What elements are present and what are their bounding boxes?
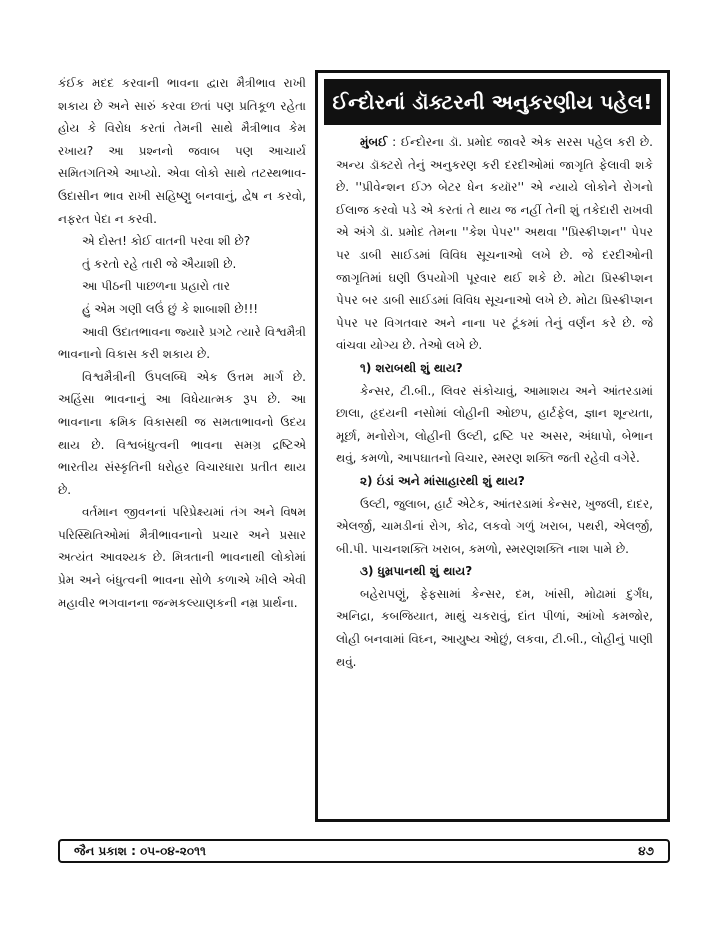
publication-date: જૈન પ્રકાશ : ૦૫-૦૪-૨૦૧૧ xyxy=(74,843,206,858)
article-headline: ઈન્દોરનાં ડૉક્ટરની અનુકરણીય પહેલ! xyxy=(324,79,661,125)
left-paragraph: આવી ઉદાતભાવના જ્યારે પ્રગટે ત્યારે વિશ્વમૈત્રી ભાવનાનો વિકાસ કરી શકાય છે. xyxy=(58,324,306,362)
verse-line: તું કરતો રહે તારી જે ઐયાશી છે. xyxy=(82,256,237,271)
left-paragraph: વર્તમાન જીવનનાં પરિપ્રેક્ષ્યમાં તંગ અને વિષમ પરિસ્થિતિઓમાં મૈત્રીભાવનાનો પ્રચાર અને પ્રસાર અત્યંત આવશ્યક છે. મિત્રતાની ભાવનાથી લોકોમાં પ્રેમ અને બંધુત્વની ભાવના સોળે કળાએ ખીલે એવી મહાવીર ભગવાનના જન્મકલ્યાણકની નમ્ર પ્રાર્થના. xyxy=(58,505,306,610)
section-heading: ૨) ઇંડાં અને માંસાહારથી શું થાય? xyxy=(360,473,525,488)
page-number: ૪૭ xyxy=(638,843,654,858)
verse-line: આ પીઠની પાછળના પ્રહારો તાર xyxy=(82,279,230,294)
article-box xyxy=(315,70,670,822)
left-column xyxy=(58,72,306,614)
section-body: ઉલ્ટી, જુલાબ, હાર્ટ એટેક, આંતરડામાં કેન્સર, ખુજલી, દાદર, એલર્જી, ચામડીનાં રોગ, કોઢ, લકવો ગળું ખરાબ, પથરી, એલર્જી, બી.પી. પાચનશક્તિ ખરાબ, કમળો, સ્મરણશક્તિ નાશ પામે છે. xyxy=(336,496,653,556)
page-footer xyxy=(58,839,670,863)
section-heading: ૩) ધુમ્રપાનથી શું થાય? xyxy=(360,564,473,579)
verse-line: હું એમ ગણી લઉં છું કે શાબાશી છે!!! xyxy=(82,301,259,316)
section-body: કેન્સર, ટી.બી., લિવર સંકોચાવું, આમાશય અને આંતરડામાં છાલા, હૃદયની નસોમાં લોહીની ઓછપ, હાર્ટફેલ, જ્ઞાન શૂન્યતા, મૂર્છા, મનોરોગ, લોહીની ઉલ્ટી, દ્રષ્ટિ પર અસર, અંધાપો, બેભાન થવું, કમળો, આપઘાતનો વિચાર, સ્મરણ શક્તિ જતી રહેવી વગેરે. xyxy=(336,383,653,466)
verse-line: એ દોસ્ત! કોઈ વાતની પરવા શી છે? xyxy=(82,234,251,249)
dateline: મુંબઈ xyxy=(360,135,388,149)
section-heading: ૧) શરાબથી શું થાય? xyxy=(360,360,463,375)
left-paragraph: વિશ્વમૈત્રીની ઉપલબ્ધિ એક ઉત્તમ માર્ગ છે. અહિંસા ભાવનાનું આ વિધેયાત્મક રૂપ છે. આ ભાવનાના ક્રમિક વિકાસથી જ સમતાભાવનો ઉદય થાય છે. વિશ્વબંધુત્વની ભાવના સમગ્ર દ્રષ્ટિએ ભારતીય સંસ્કૃતિની ધરોહર વિચારધારા પ્રતીત થાય છે. xyxy=(58,369,306,497)
intro-text: : ઈન્દોરના ડૉ. પ્રમોદ જાવરે એક સરસ પહેલ કરી છે. અન્ય ડૉક્ટરો તેનું અનુકરણ કરી દરદીઓમાં જાગૃતિ ફેલાવી શકે છે. ''પ્રીવેન્શન ઈઝ બેટર ધેન કયૉર'' એ ન્યાયે લોકોને રોગનો ઈલાજ કરવો પડે એ કરતાં તે થાય જ નહીં તેની શું તકેદારી રાખવી એ અંગે ડૉ. પ્રમોદ તેમના ''કેશ પેપર'' અથવા ''પ્રિસ્ક્રીપ્શન'' પેપર પર ડાબી સાઈડમાં વિવિધ સૂચનાઓ લખે છે. જે દરદીઓની જાગૃતિમાં ઘણી ઉપયોગી પૂરવાર થઈ શકે છે. મોટા પ્રિસ્ક્રીપ્શન પેપર બર ડાબી સાઈડમાં વિવિધ સૂચનાઓ લખે છે. મોટા પ્રિસ્ક્રીપ્શન પેપર પર વિગતવાર અને નાના પર ટૂંકમાં તેનું વર્ણન કરે છે. જે વાંચવા યોગ્ય છે. તેઓ લખે છે. xyxy=(336,135,653,353)
section-body: બહેરાપણું, ફેફસામાં કેન્સર, દમ, ખાંસી, મોઢામાં દુર્ગંધ, અનિદ્રા, કબજિયાત, માથું ચકરાવું, દાંત પીળાં, આંખો કમજોર, લોહી બનવામાં વિઘ્ન, આયુષ્ય ઓછું, લકવા, ટી.બી., લોહીનું પાણી થવું. xyxy=(336,586,653,669)
article-body xyxy=(336,131,653,673)
article-intro xyxy=(336,131,653,357)
left-paragraph: કંઈક મદદ કરવાની ભાવના દ્વારા મૈત્રીભાવ રાખી શકાય છે અને સારું કરવા છતાં પણ પ્રતિકૂળ રહેતા હોય કે વિરોધ કરતાં તેમની સાથે મૈત્રીભાવ કેમ રખાય? આ પ્રશ્નનો જવાબ પણ આચાર્ય સમિતગતિએ આપ્યો. એવા લોકો સાથે તટસ્થભાવ-ઉદાસીન ભાવ રાખી સહિષ્ણુ બનવાનું, દ્વેષ ન કરવો, નફરત પેદા ન કરવી. xyxy=(58,76,306,226)
